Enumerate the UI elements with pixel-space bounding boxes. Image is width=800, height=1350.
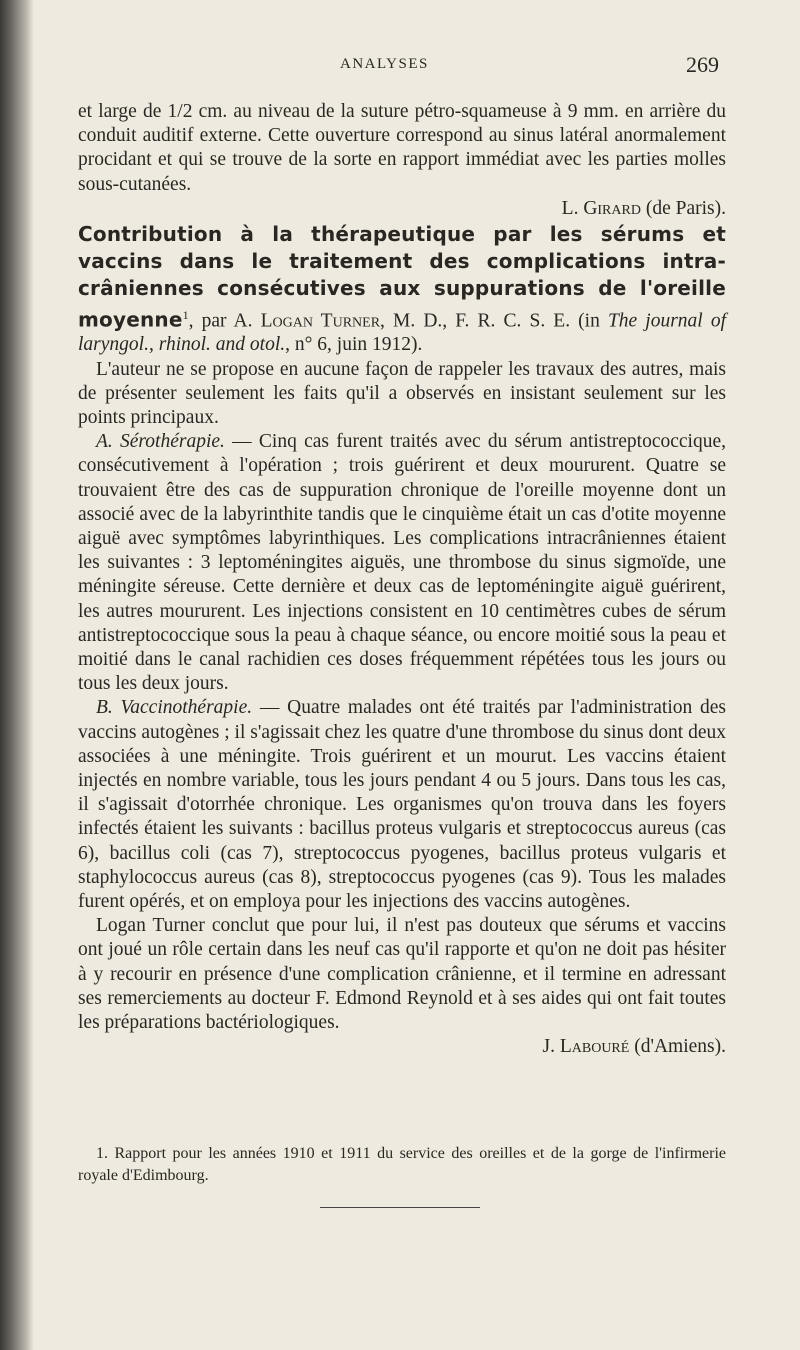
signature-laboure bbox=[78, 1035, 726, 1059]
section-a-paragraph bbox=[78, 430, 726, 696]
article-body bbox=[78, 100, 726, 1059]
signature-girard bbox=[78, 197, 726, 221]
author-intent-paragraph: L'auteur ne se propose en aucune façon de rappeler les travaux des autres, mais de présenter seulement les faits qu'il a observés en insistant seulement sur les points principaux. bbox=[78, 358, 726, 428]
section-a-label: A. Sérothérapie. bbox=[96, 431, 225, 453]
section-b-label: B. Vaccinothérapie. bbox=[96, 697, 253, 719]
article-heading bbox=[78, 221, 726, 358]
running-title: ANALYSES bbox=[340, 56, 429, 72]
intro-paragraph: et large de 1/2 cm. au niveau de la suture pétro-squameuse à 9 mm. en arrière du conduit auditif externe. Cette ouverture correspond au sinus latéral anormalement procidant et qui se trouve de la sorte en rapport immédiat avec les parties molles sous-cutanées. bbox=[78, 101, 726, 195]
end-rule bbox=[320, 1207, 480, 1208]
journal-name: The journal of laryngol., rhinol. and otol. bbox=[78, 310, 726, 356]
page-binding-edge bbox=[0, 0, 34, 1350]
signature-girard-place: (de Paris). bbox=[645, 197, 726, 219]
section-b-paragraph bbox=[78, 696, 726, 914]
page-number: 269 bbox=[686, 52, 719, 77]
section-b-text: — Quatre malades ont été traités par l'administration des vaccins autogènes ; il s'agissait chez les quatre d'une thrombose du sinus dont deux associées à une méningite. Trois guérirent et un mourut. Les vaccins étaient injectés en nombre variable, tous les jours pendant 4 ou 5 jours. Dans tous les cas, il s'agissait d'otorrhée chronique. Les organismes qu'on trouva dans les foyers infectés étaient les suivants : bacillus proteus vulgaris et streptococcus aureus (cas 6), bacillus coli (cas 7), streptococcus pyogenes, bacillus proteus vulgaris et staphylococcus aureus (cas 8), streptococcus pyogenes (cas 9). Tous les malades furent opérés, et on employa pour les injections des vaccins autogènes. bbox=[78, 697, 726, 912]
signature-laboure-place: (d'Amiens). bbox=[634, 1036, 726, 1058]
byline-par: , par A. bbox=[188, 310, 261, 332]
footnote-ref: 1 bbox=[182, 307, 189, 322]
running-header bbox=[0, 52, 800, 82]
footnote: 1. Rapport pour les années 1910 et 1911 du service des oreilles et de la gorge de l'infirmerie royale d'Edimbourg. bbox=[78, 1145, 726, 1184]
signature-laboure-name: J. Labouré bbox=[542, 1036, 630, 1058]
article-title: Contribution à la thérapeutique par les sérums et vaccins dans le traitement des complications intra-crâniennes consécutives aux suppurations de l'oreille moyenne bbox=[78, 222, 726, 332]
byline-issue: , n° 6, juin 1912). bbox=[285, 334, 423, 356]
byline-rest: , M. D., F. R. C. S. E. (in bbox=[380, 310, 608, 332]
signature-girard-name: L. Girard bbox=[561, 197, 641, 219]
conclusion-paragraph: Logan Turner conclut que pour lui, il n'est pas douteux que sérums et vaccins ont joué un rôle certain dans les neuf cas qu'il rapporte et qu'on ne doit pas hésiter à y recourir en présence d'une complication crânienne, et il termine en adressant ses remerciements au docteur F. Edmond Reynold et à ses aides qui ont fait toutes les préparations bactériologiques. bbox=[78, 915, 726, 1034]
article-author: Logan Turner bbox=[260, 310, 381, 332]
section-a-text: — Cinq cas furent traités avec du sérum antistreptococcique, consécutivement à l'opération ; trois guérirent et deux moururent. Quatre se trouvaient être des cas de suppuration chronique de l'oreille moyenne dont un associé avec de la labyrinthite tandis que le cinquième était un cas d'otite moyenne aiguë avec symptômes labyrinthiques. Les complications intracrâniennes étaient les suivantes : 3 leptoméningites aiguës, une thrombose du sinus sigmoïde, une méningite séreuse. Cette dernière et deux cas de leptoméningite aiguë guérirent, les autres moururent. Les injections consistent en 10 centimètres cubes de sérum antistreptococcique sous la peau à chaque séance, ou encore moitié sous la peau et moitié dans le canal rachidien ces doses fréquemment répétées tous les jours ou tous les deux jours. bbox=[78, 431, 727, 695]
